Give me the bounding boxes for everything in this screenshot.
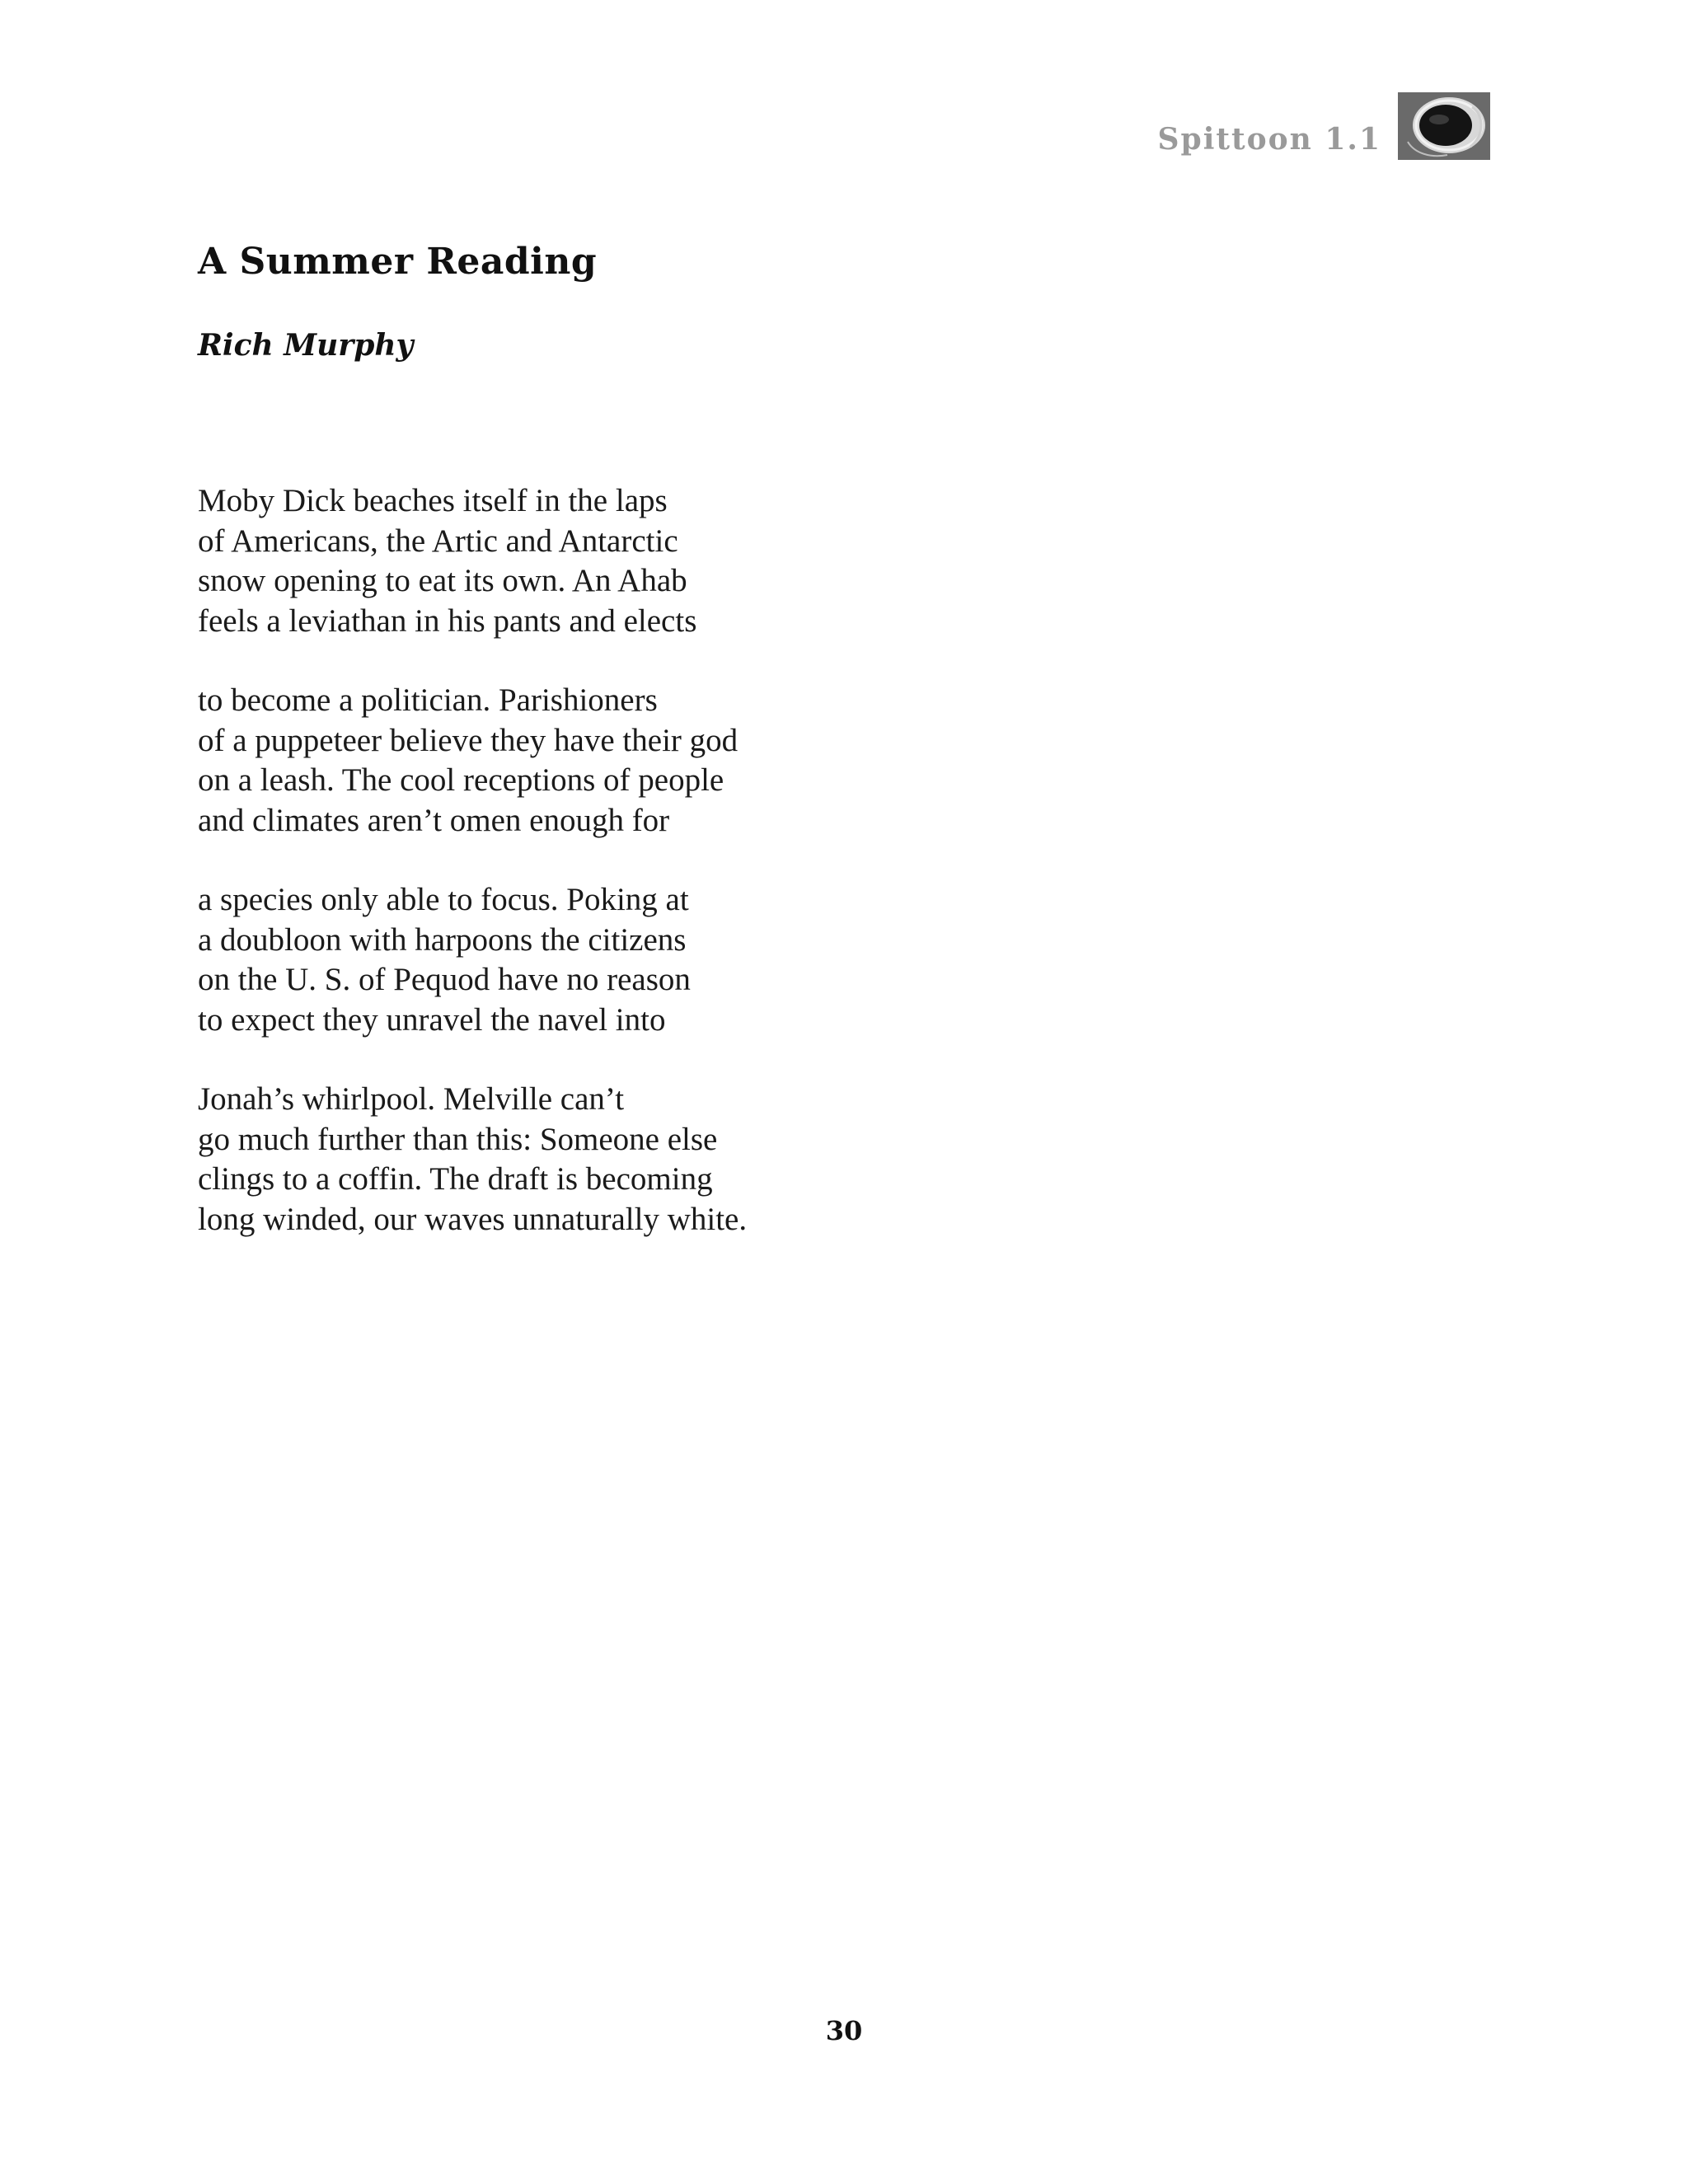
journal-name: Spittoon 1.1: [1157, 122, 1381, 157]
poem-line: Jonah’s whirlpool. Melville can’t: [198, 1081, 625, 1117]
poem-line: go much further than this: Someone else: [198, 1121, 718, 1157]
poem-title: A Summer Reading: [198, 241, 598, 283]
poem-line: of a puppeteer believe they have their god: [198, 722, 738, 758]
page-number: 30: [825, 2015, 863, 2046]
poem-line: a doubloon with harpoons the citizens: [198, 921, 687, 958]
poem-line: feels a leviathan in his pants and elects: [198, 602, 697, 639]
poem-line: a species only able to focus. Poking at: [198, 882, 689, 917]
poem-line: clings to a coffin. The draft is becoming: [198, 1161, 713, 1197]
poem-body: [198, 481, 747, 1279]
spittoon-logo-icon: [1398, 92, 1490, 160]
poem-line: Moby Dick beaches itself in the laps: [198, 483, 668, 518]
poem-stanza: [198, 880, 747, 1040]
poem-stanza: [198, 681, 747, 841]
poem-line: long winded, our waves unnaturally white.: [198, 1201, 748, 1237]
poem-line: of Americans, the Artic and Antarctic: [198, 523, 678, 559]
poem-line: to become a politician. Parishioners: [198, 682, 658, 718]
poem-line: and climates aren’t omen enough for: [198, 802, 670, 838]
poem-stanza: [198, 1080, 747, 1240]
poem-line: to expect they unravel the navel into: [198, 1001, 666, 1038]
poem-line: on the U. S. of Pequod have no reason: [198, 962, 691, 997]
page-header: [1158, 92, 1490, 160]
poem-line: on a leash. The cool receptions of people: [198, 762, 724, 798]
poem-stanza: [198, 481, 747, 641]
poem-author: Rich Murphy: [198, 328, 414, 363]
poem-line: snow opening to eat its own. An Ahab: [198, 563, 687, 598]
